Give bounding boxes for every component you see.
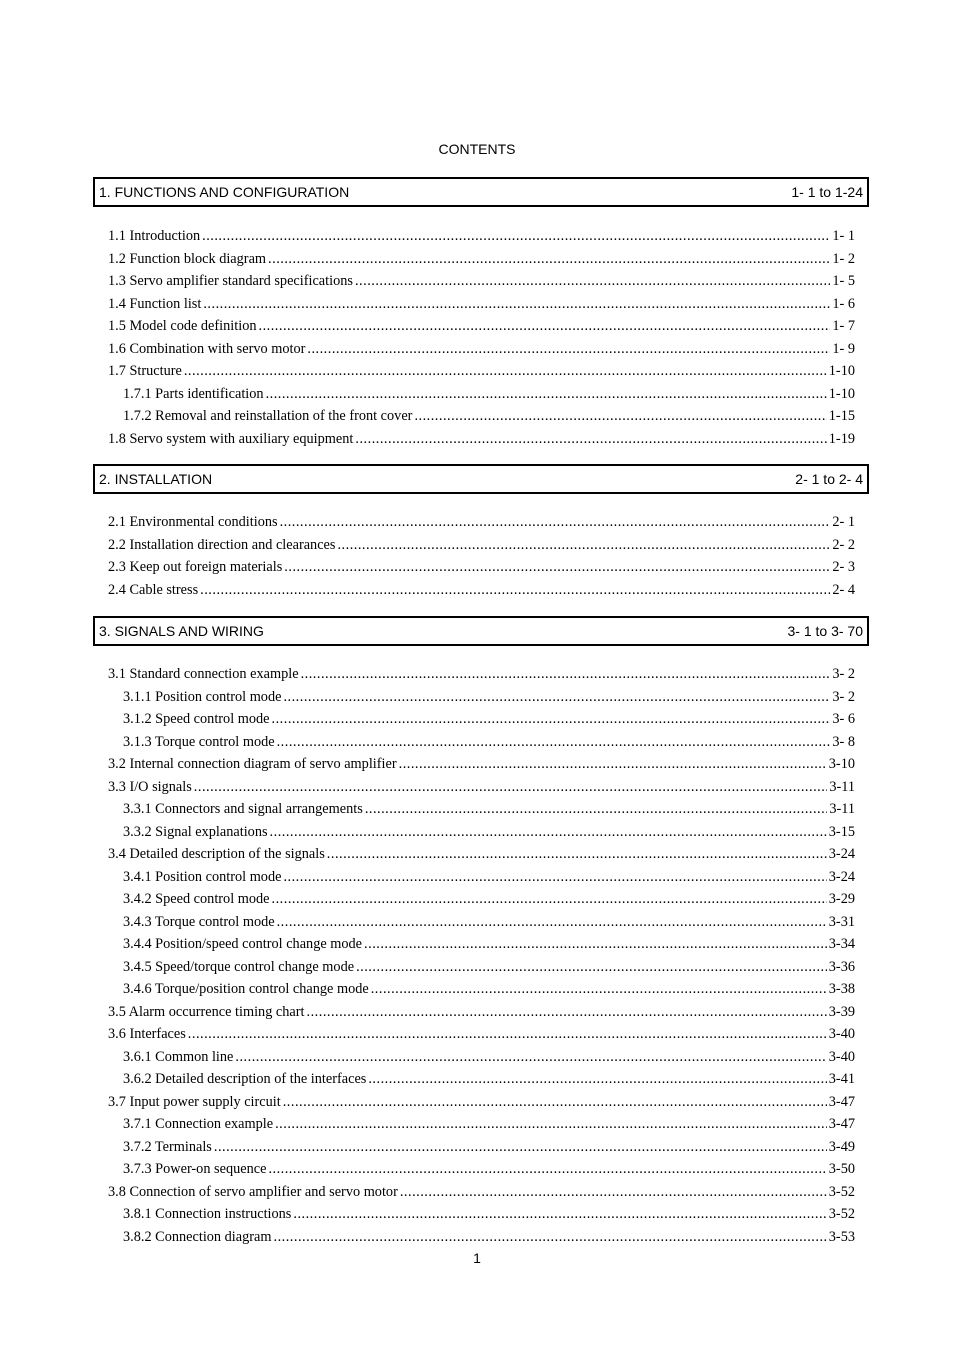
toc-entry-label: 3.7.1 Connection example <box>123 1116 274 1132</box>
toc-entry-label: 1.7.2 Removal and reinstallation of the front cover <box>123 408 413 424</box>
dot-leader <box>277 731 831 754</box>
dot-leader <box>368 1068 826 1091</box>
toc-entry-label: 2.3 Keep out foreign materials <box>108 559 283 575</box>
dot-leader <box>280 511 831 534</box>
toc-entry[interactable] <box>108 686 855 709</box>
dot-leader <box>293 1203 826 1226</box>
toc-entry[interactable] <box>108 248 855 271</box>
dot-leader <box>355 270 830 293</box>
toc-entry[interactable] <box>108 1203 855 1226</box>
toc-entry[interactable] <box>108 956 855 979</box>
toc-entry-page: 3-40 <box>828 1048 855 1065</box>
dot-leader <box>365 798 828 821</box>
toc-entry-label: 3.5 Alarm occurrence timing chart <box>108 1003 305 1020</box>
toc-entry-page: 3-53 <box>828 1228 855 1245</box>
toc-entry-page: 1- 1 <box>832 228 855 244</box>
dot-leader <box>399 753 827 776</box>
dot-leader <box>283 686 830 709</box>
dot-leader <box>270 821 827 844</box>
dot-leader <box>414 405 826 428</box>
toc-entry[interactable] <box>108 1181 855 1204</box>
toc-entry-page: 1-10 <box>828 385 855 402</box>
toc-entry-label: 3.6.1 Common line <box>123 1048 234 1065</box>
chapter-1-entries <box>108 225 855 450</box>
toc-entry-page: 3-47 <box>828 1116 855 1132</box>
toc-entry-page: 3-24 <box>828 868 855 885</box>
dot-leader <box>400 1181 827 1204</box>
toc-entry[interactable] <box>108 888 855 911</box>
toc-entry-label: 1.1 Introduction <box>108 228 201 244</box>
toc-entry-label: 3.4.2 Speed control mode <box>123 891 270 907</box>
page-title: CONTENTS <box>438 141 516 157</box>
chapter-header-3[interactable] <box>93 616 869 646</box>
toc-entry[interactable] <box>108 1136 855 1159</box>
toc-entry[interactable] <box>108 270 855 293</box>
toc-entry[interactable] <box>108 315 855 338</box>
dot-leader <box>272 708 831 731</box>
toc-entry[interactable] <box>108 1001 855 1024</box>
chapter-3-entries <box>108 663 855 1248</box>
toc-entry[interactable] <box>108 663 855 686</box>
toc-entry-page: 3- 8 <box>832 733 855 750</box>
dot-leader <box>214 1136 827 1159</box>
toc-entry-page: 3- 2 <box>832 688 855 705</box>
chapter-title: 1. FUNCTIONS AND CONFIGURATION <box>99 184 350 200</box>
toc-entry-label: 3.4.4 Position/speed control change mode <box>123 936 363 952</box>
chapter-title: 2. INSTALLATION <box>99 471 213 487</box>
toc-entry-page: 3-39 <box>828 1003 855 1020</box>
dot-leader <box>259 315 831 338</box>
dot-leader <box>275 1113 827 1136</box>
toc-entry-label: 2.2 Installation direction and clearances <box>108 536 336 553</box>
toc-entry-label: 3.4.1 Position control mode <box>123 868 282 885</box>
toc-entry-label: 1.2 Function block diagram <box>108 250 267 267</box>
toc-entry-page: 3-40 <box>828 1026 855 1042</box>
dot-leader <box>268 248 830 271</box>
toc-entry-page: 3-15 <box>828 823 855 840</box>
toc-entry-page: 3-34 <box>828 936 855 952</box>
toc-entry[interactable] <box>108 1046 855 1069</box>
toc-entry-label: 1.7 Structure <box>108 363 182 379</box>
toc-entry[interactable] <box>108 821 855 844</box>
dot-leader <box>284 556 830 579</box>
dot-leader <box>307 1001 827 1024</box>
toc-entry[interactable] <box>108 405 855 428</box>
toc-entry-page: 3-24 <box>828 846 855 862</box>
chapter-header-1[interactable] <box>93 177 869 207</box>
toc-entry-page: 1-10 <box>828 363 855 379</box>
toc-entry-page: 1-19 <box>828 430 855 447</box>
toc-entry-label: 1.7.1 Parts identification <box>123 385 264 402</box>
toc-entry-label: 1.5 Model code definition <box>108 318 257 334</box>
dot-leader <box>355 428 826 451</box>
toc-entry-page: 2- 2 <box>832 536 855 553</box>
toc-entry-page: 3-41 <box>828 1071 855 1087</box>
toc-entry-page: 1- 5 <box>832 273 855 289</box>
dot-leader <box>272 888 827 911</box>
dot-leader <box>200 579 830 602</box>
toc-entry-label: 3.7.2 Terminals <box>123 1138 212 1155</box>
dot-leader <box>203 293 830 316</box>
dot-leader <box>202 225 830 248</box>
dot-leader <box>337 534 830 557</box>
toc-entry[interactable] <box>108 293 855 316</box>
toc-entry-label: 3.8.2 Connection diagram <box>123 1228 272 1245</box>
toc-entry[interactable] <box>108 360 855 383</box>
toc-entry[interactable] <box>108 556 855 579</box>
dot-leader <box>364 933 827 956</box>
toc-entry[interactable] <box>108 511 855 534</box>
toc-entry[interactable] <box>108 1091 855 1114</box>
toc-entry-label: 3.1.1 Position control mode <box>123 688 282 705</box>
toc-entry-page: 3- 2 <box>832 666 855 682</box>
toc-entry-page: 2- 4 <box>832 581 855 598</box>
dot-leader <box>301 663 831 686</box>
dot-leader <box>274 1226 827 1249</box>
dot-leader <box>266 383 827 406</box>
toc-entry[interactable] <box>108 1023 855 1046</box>
toc-entry-label: 2.4 Cable stress <box>108 581 199 598</box>
toc-entry-label: 3.8.1 Connection instructions <box>123 1206 292 1222</box>
toc-entry-page: 2- 1 <box>832 514 855 530</box>
toc-entry[interactable] <box>108 579 855 602</box>
toc-entry[interactable] <box>108 978 855 1001</box>
toc-entry-label: 1.8 Servo system with auxiliary equipment <box>108 430 354 447</box>
toc-entry-label: 2.1 Environmental conditions <box>108 514 278 530</box>
dot-leader <box>283 866 826 889</box>
toc-entry-label: 3.4.6 Torque/position control change mode <box>123 981 369 997</box>
toc-entry-label: 3.1.3 Torque control mode <box>123 733 275 750</box>
dot-leader <box>327 843 827 866</box>
dot-leader <box>188 1023 827 1046</box>
toc-entry[interactable] <box>108 1158 855 1181</box>
chapter-title: 3. SIGNALS AND WIRING <box>99 623 264 639</box>
toc-entry[interactable] <box>108 731 855 754</box>
dot-leader <box>277 911 827 934</box>
chapter-page-range: 2- 1 to 2- 4 <box>795 471 863 487</box>
toc-entry-page: 3-36 <box>828 958 855 975</box>
toc-entry-label: 1.4 Function list <box>108 295 202 312</box>
toc-entry[interactable] <box>108 911 855 934</box>
toc-entry-page: 1- 9 <box>832 340 855 357</box>
toc-entry[interactable] <box>108 798 855 821</box>
toc-entry-label: 3.8 Connection of servo amplifier and servo motor <box>108 1183 398 1200</box>
toc-entry-page: 3-50 <box>828 1161 855 1177</box>
toc-entry[interactable] <box>108 843 855 866</box>
chapter-page-range: 1- 1 to 1-24 <box>791 184 863 200</box>
toc-entry[interactable] <box>108 225 855 248</box>
toc-entry[interactable] <box>108 534 855 557</box>
dot-leader <box>356 956 827 979</box>
chapter-header-2[interactable] <box>93 464 869 494</box>
toc-entry-label: 3.3.1 Connectors and signal arrangements <box>123 801 363 817</box>
toc-entry[interactable] <box>108 338 855 361</box>
page-number: 1 <box>473 1250 481 1266</box>
toc-entry-page: 3-47 <box>828 1093 855 1110</box>
dot-leader <box>235 1046 826 1069</box>
toc-entry-page: 3-10 <box>828 756 855 772</box>
toc-entry-page: 3-31 <box>828 913 855 930</box>
toc-entry-page: 3-11 <box>829 801 855 817</box>
toc-entry-page: 1- 2 <box>832 250 855 267</box>
toc-entry[interactable] <box>108 753 855 776</box>
dot-leader <box>307 338 830 361</box>
toc-entry-page: 2- 3 <box>832 559 855 575</box>
chapter-2-entries <box>108 511 855 601</box>
toc-entry-label: 3.3 I/O signals <box>108 778 192 795</box>
toc-entry[interactable] <box>108 1226 855 1249</box>
toc-entry-label: 3.1 Standard connection example <box>108 666 299 682</box>
toc-entry-page: 3-49 <box>828 1138 855 1155</box>
toc-entry-label: 3.1.2 Speed control mode <box>123 711 270 727</box>
toc-entry-label: 3.7 Input power supply circuit <box>108 1093 281 1110</box>
toc-entry-label: 3.4.5 Speed/torque control change mode <box>123 958 355 975</box>
toc-entry[interactable] <box>108 383 855 406</box>
toc-entry-page: 3-11 <box>829 778 855 795</box>
toc-entry[interactable] <box>108 1068 855 1091</box>
toc-entry[interactable] <box>108 776 855 799</box>
toc-entry-page: 3-52 <box>828 1183 855 1200</box>
toc-entry-label: 3.7.3 Power-on sequence <box>123 1161 267 1177</box>
toc-entry-label: 3.3.2 Signal explanations <box>123 823 268 840</box>
toc-entry-label: 3.2 Internal connection diagram of servo amplifier <box>108 756 397 772</box>
chapter-page-range: 3- 1 to 3- 70 <box>787 623 863 639</box>
toc-entry-page: 3-29 <box>828 891 855 907</box>
toc-entry[interactable] <box>108 428 855 451</box>
toc-entry-page: 1- 6 <box>832 295 855 312</box>
dot-leader <box>184 360 827 383</box>
dot-leader <box>371 978 827 1001</box>
toc-entry-page: 3-38 <box>828 981 855 997</box>
toc-entry-label: 1.6 Combination with servo motor <box>108 340 306 357</box>
toc-entry[interactable] <box>108 933 855 956</box>
toc-entry-label: 1.3 Servo amplifier standard specifications <box>108 273 353 289</box>
toc-entry-label: 3.4 Detailed description of the signals <box>108 846 325 862</box>
toc-entry-page: 1-15 <box>828 408 855 424</box>
toc-entry-page: 3- 6 <box>832 711 855 727</box>
toc-entry[interactable] <box>108 708 855 731</box>
dot-leader <box>283 1091 827 1114</box>
dot-leader <box>268 1158 826 1181</box>
toc-entry-label: 3.4.3 Torque control mode <box>123 913 275 930</box>
toc-entry[interactable] <box>108 1113 855 1136</box>
toc-entry-page: 1- 7 <box>832 318 855 334</box>
toc-entry-label: 3.6 Interfaces <box>108 1026 186 1042</box>
dot-leader <box>194 776 828 799</box>
toc-entry[interactable] <box>108 866 855 889</box>
toc-entry-label: 3.6.2 Detailed description of the interfaces <box>123 1071 367 1087</box>
toc-entry-page: 3-52 <box>828 1206 855 1222</box>
